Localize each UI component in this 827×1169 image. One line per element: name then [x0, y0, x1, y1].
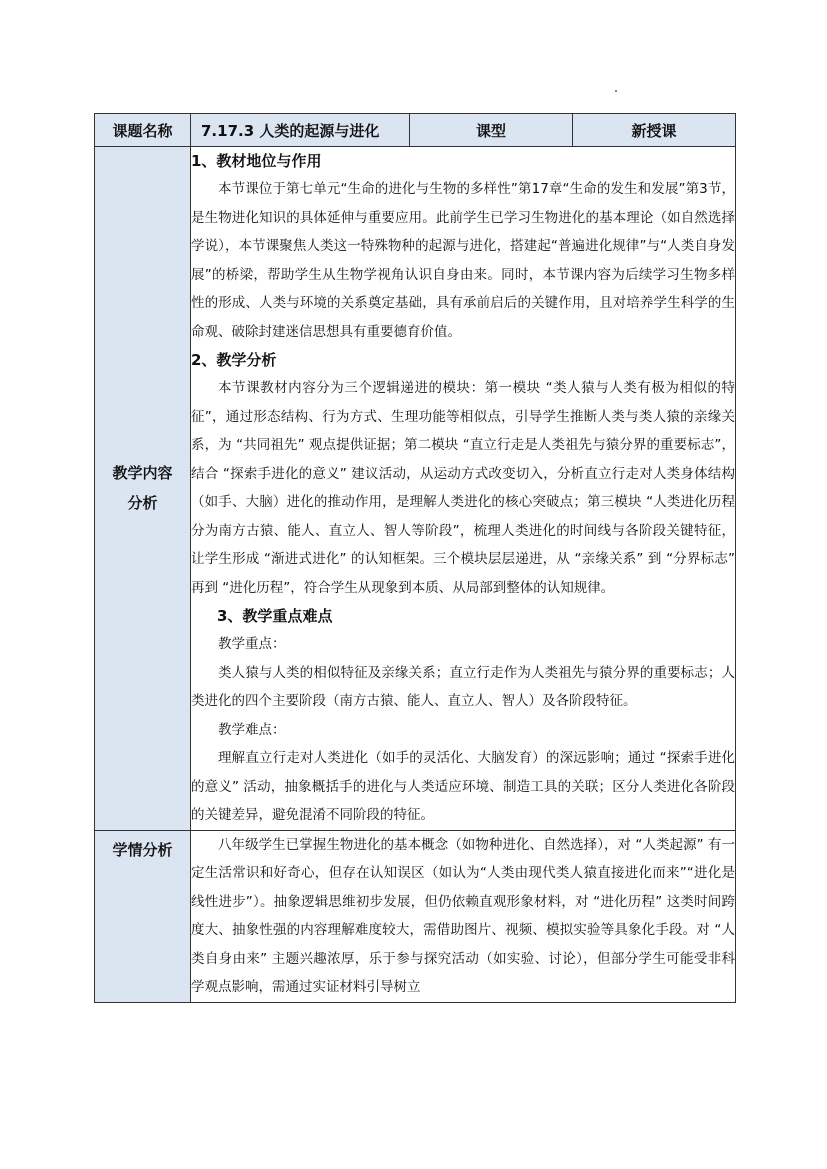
key-points-label: 教学重点： [218, 636, 286, 652]
section-title-teaching-analysis: 2、教学分析 [191, 351, 277, 369]
student-analysis-row [95, 830, 736, 1002]
course-name-label: 课题名称 [95, 114, 191, 147]
difficult-points-label: 教学难点： [218, 721, 286, 738]
content-analysis-body [191, 147, 736, 831]
course-type-label: 课型 [410, 114, 573, 147]
page-speck [615, 90, 617, 92]
student-analysis-label-text: 学情分析 [112, 840, 173, 859]
course-type-value: 新授课 [573, 114, 736, 147]
content-analysis-label [95, 147, 191, 831]
content-analysis-label-line2: 分析 [127, 494, 158, 513]
section-title-textbook-position: 1、教材地位与作用 [191, 152, 322, 170]
lesson-plan-table [94, 113, 736, 1003]
student-analysis-body [191, 830, 736, 1002]
header-row [95, 114, 736, 147]
student-analysis-paragraph: 八年级学生已掌握生物进化的基本概念（如物种进化、自然选择），对 “人类起源” 有一定生活常识和好奇心，但存在认知误区（如认为“人类由现代类人猿直接进化而来”“进化是线性进步”）。抽象逻辑思维初步发展，但仍依赖直观形象材料，对 “进化历程” 这类时间跨度大、抽象性强的内容理解难度较大，需借助图片、视频、模拟实验等具象化手段。对 “人类自身由来” 主题兴趣浓厚，乐于参与探究活动（如实验、讨论），但部分学生可能受非科学观点影响，需通过实证材料引导树立 [191, 836, 735, 995]
difficult-points-paragraph: 理解直立行走对人类进化（如手的灵活化、大脑发育）的深远影响；通过 “探索手进化的意义” 活动，抽象概括手的进化与人类适应环境、制造工具的关联；区分人类进化各阶段的关键差异，避免混淆不同阶段的特征。 [191, 750, 735, 823]
content-analysis-label-line1: 教学内容 [112, 464, 173, 483]
teaching-analysis-paragraph: 本节课教材内容分为三个逻辑递进的模块：第一模块 “类人猿与人类有极为相似的特征”，通过形态结构、行为方式、生理功能等相似点，引导学生推断人类与类人猿的亲缘关系，为 “共同祖先” 观点提供证据；第二模块 “直立行走是人类祖先与猿分界的重要标志”，结合 “探索手进化的意义” 建议活动，从运动方式改变切入，分析直立行走对人类身体结构（如手、大脑）进化的推动作用，是理解人类进化的核心突破点；第三模块 “人类进化历程分为南方古猿、能人、直立人、智人等阶段”，梳理人类进化的时间线与各阶段关键特征，让学生形成 “渐进式进化” 的认知框架。三个模块层层递进，从 “亲缘关系” 到 “分界标志” 再到 “进化历程”，符合学生从现象到本质、从局部到整体的认知规律。 [191, 380, 735, 596]
key-points-paragraph: 类人猿与人类的相似特征及亲缘关系；直立行走作为人类祖先与猿分界的重要标志；人类进化的四个主要阶段（南方古猿、能人、直立人、智人）及各阶段特征。 [191, 664, 735, 709]
section-title-key-difficult-points: 3、教学重点难点 [217, 607, 333, 625]
course-name-value: 7.17.3 人类的起源与进化 [191, 114, 410, 147]
content-analysis-row [95, 147, 736, 831]
textbook-position-paragraph: 本节课位于第七单元“生命的进化与生物的多样性”第17章“生命的发生和发展”第3节，是生物进化知识的具体延伸与重要应用。此前学生已学习生物进化的基本理论（如自然选择学说），本节课聚焦人类这一特殊物种的起源与进化，搭建起“普遍进化规律”与“人类自身发展”的桥梁，帮助学生从生物学视角认识自身由来。同时，本节课内容为后续学习生物多样性的形成、人类与环境的关系奠定基础，具有承前启后的关键作用，且对培养学生科学的生命观、破除封建迷信思想具有重要德育价值。 [191, 181, 735, 340]
student-analysis-label [95, 830, 191, 1002]
